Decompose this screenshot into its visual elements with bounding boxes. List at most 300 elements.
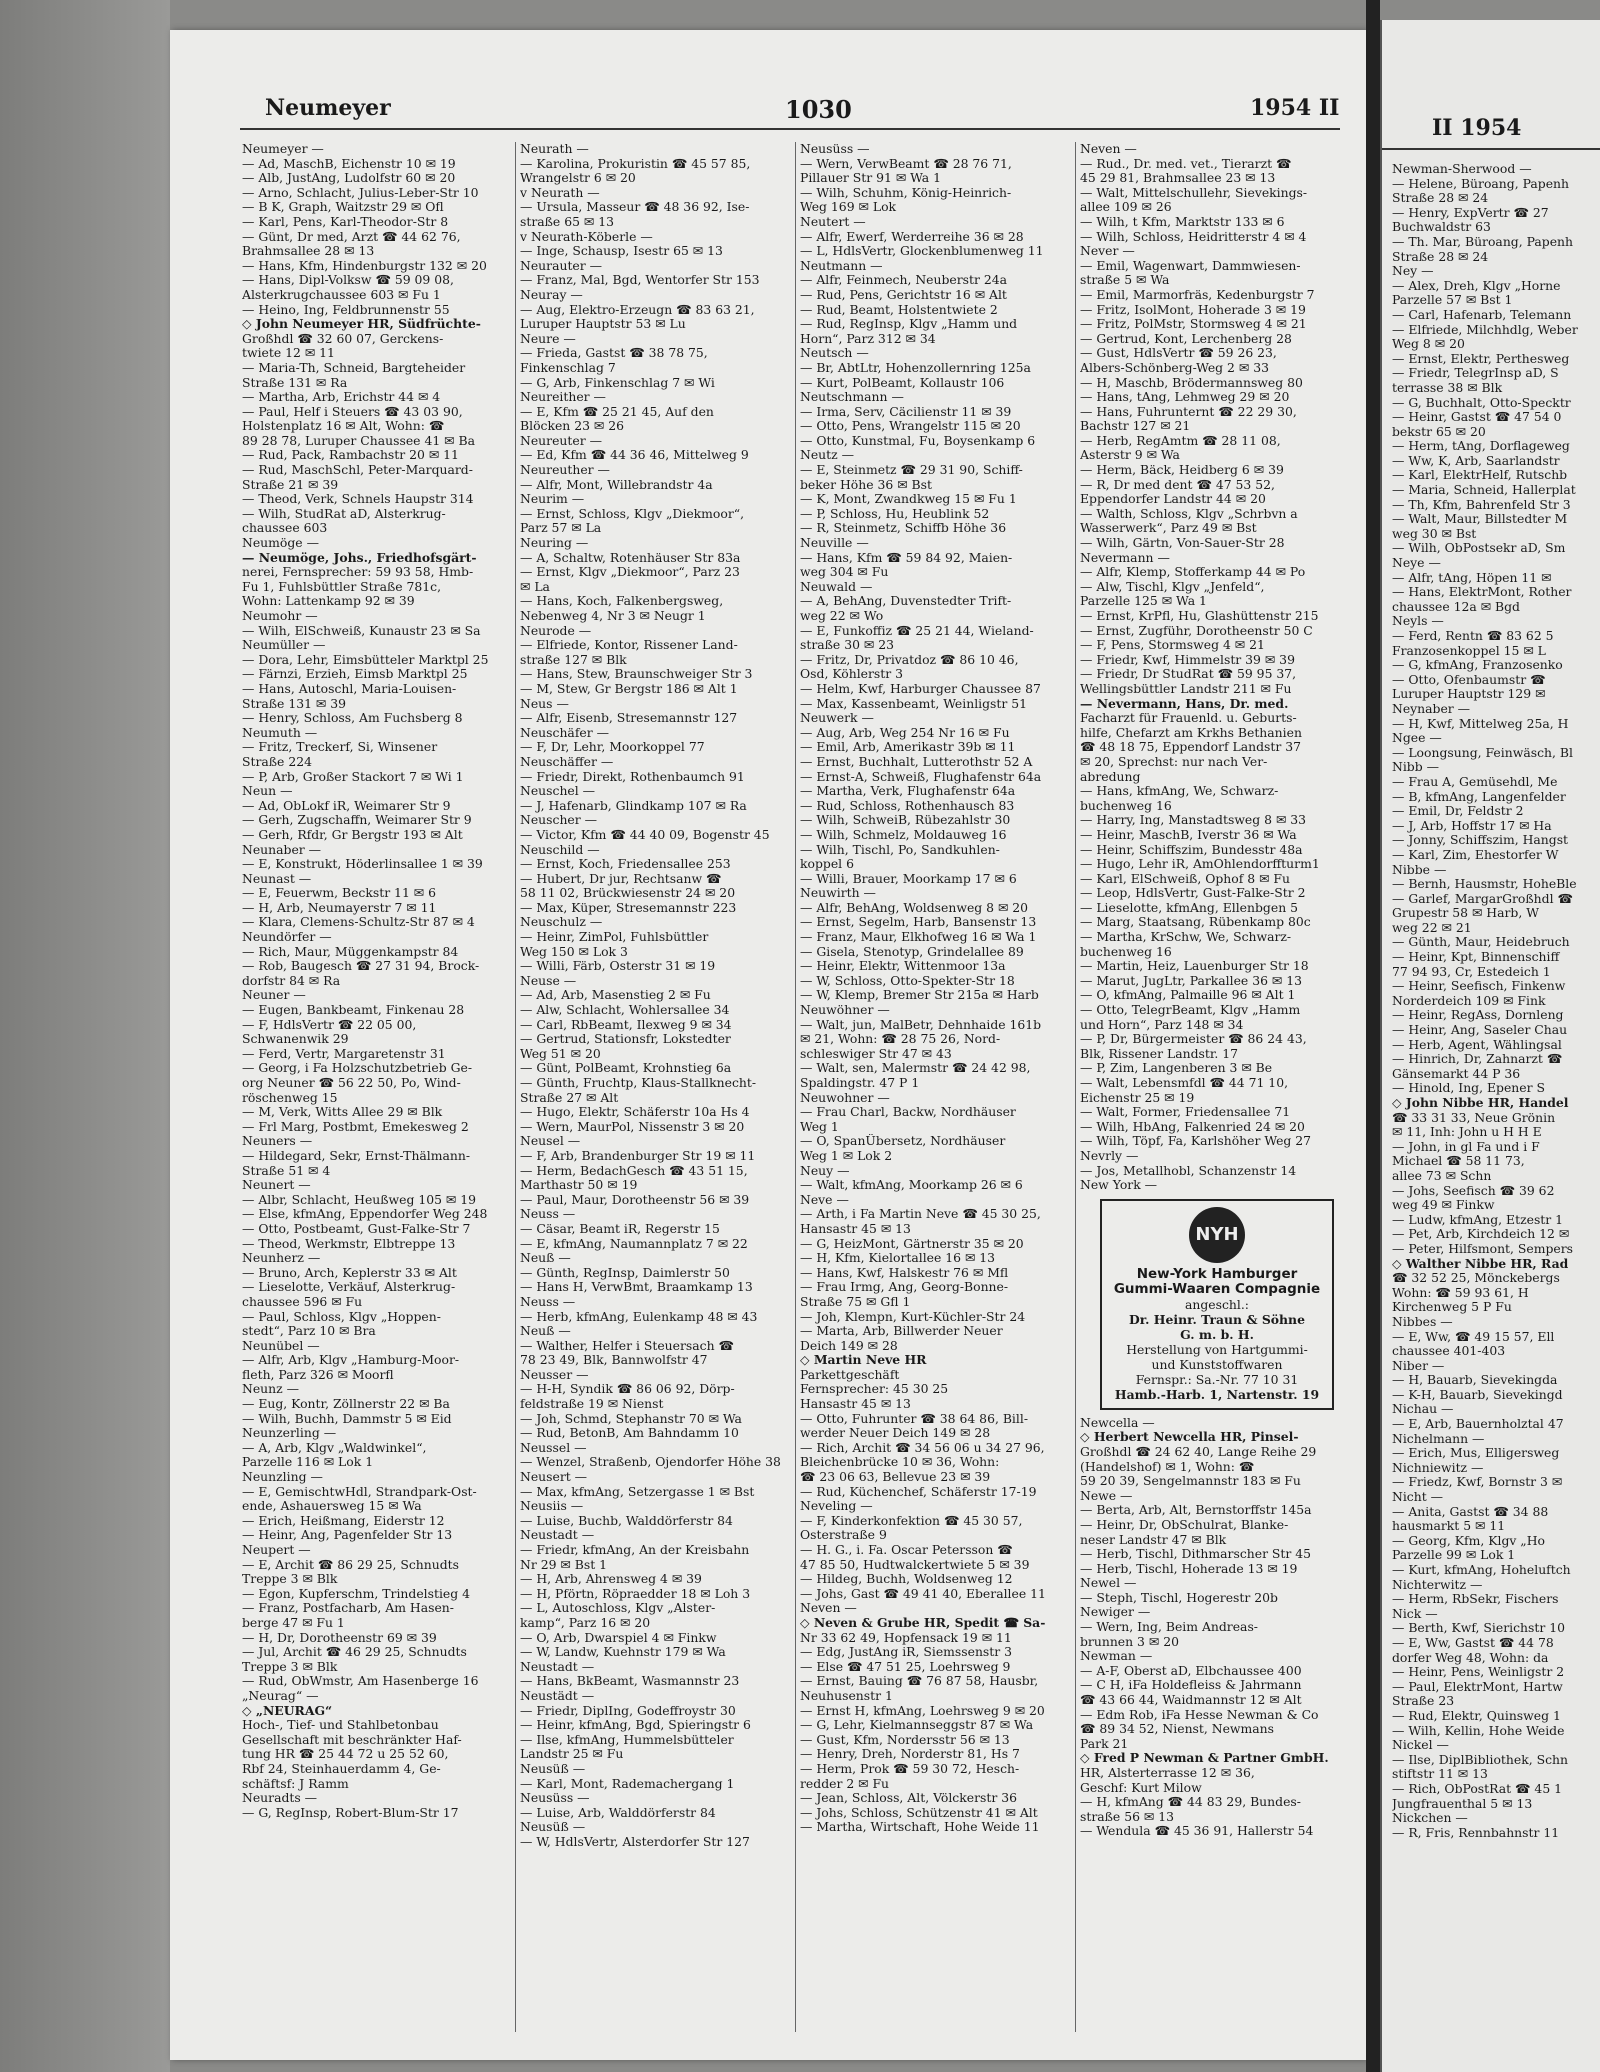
directory-entry: Blöcken 23 ✉ 26 [520, 419, 625, 434]
directory-entry: — Albr, Schlacht, Heußweg 105 ✉ 19 [242, 1192, 477, 1207]
directory-entry: — Heinr, Ang, Saseler Chau [1392, 1022, 1568, 1038]
directory-entry: — Willi, Färb, Osterstr 31 ✉ 19 [520, 959, 716, 974]
directory-entry: Hansastr 45 ✉ 13 [800, 1221, 911, 1236]
surname-heading: Neunübel — [242, 1338, 320, 1353]
directory-entry: — Erich, Mus, Elligersweg [1392, 1445, 1560, 1461]
surname-heading: Neven — [1080, 142, 1137, 156]
surname-heading: Neutsch — [800, 346, 869, 361]
directory-entry: — Färnzi, Erzieh, Eimsb Marktpl 25 [242, 667, 468, 682]
directory-entry: — Ad, Arb, Masenstieg 2 ✉ Fu [520, 988, 711, 1003]
directory-entry: — Ernst H, kfmAng, Loehrsweg 9 ✉ 20 [800, 1703, 1045, 1718]
directory-entry: Osd, Köhlerstr 3 [800, 667, 903, 682]
directory-entry: — M, Verk, Witts Allee 29 ✉ Blk [242, 1105, 443, 1120]
directory-entry: Hansastr 45 ✉ 13 [800, 1397, 911, 1412]
directory-entry: Nr 33 62 49, Hopfensack 19 ✉ 11 [800, 1630, 1012, 1645]
surname-heading: Neuville — [800, 536, 869, 551]
surname-heading: Neuwöhner — [800, 1003, 890, 1018]
directory-entry: — Heinr, RegAss, Dornleng [1392, 1007, 1564, 1023]
directory-entry: chaussee 603 [242, 521, 328, 536]
directory-entry: — Marg, Staatsang, Rübenkamp 80c [1080, 915, 1311, 930]
directory-entry: — C H, iFa Holdefleiss & Jahrmann [1080, 1678, 1302, 1693]
surname-heading: Neuner — [242, 988, 306, 1003]
directory-entry: stiftstr 11 ✉ 13 [1392, 1766, 1488, 1782]
directory-entry: — Friedr, Direkt, Rothenbaumch 91 [520, 769, 745, 784]
directory-entry: — Friedr, Kwf, Himmelstr 39 ✉ 39 [1080, 652, 1295, 667]
directory-entry: straße 56 ✉ 13 [1080, 1809, 1174, 1824]
directory-entry: Fu 1, Fuhlsbüttler Straße 781c, [242, 579, 442, 594]
surname-heading: Neuschäfer — [520, 725, 609, 740]
directory-entry: — Walt, sen, Malermstr ☎ 24 42 98, [800, 1061, 1031, 1076]
directory-entry: — E, Feuerwm, Beckstr 11 ✉ 6 [242, 886, 436, 901]
ad-desc-1: Herstellung von Hartgummi- [1126, 1341, 1308, 1357]
directory-entry: — Johs, Gast ☎ 49 41 40, Eberallee 11 [800, 1586, 1046, 1601]
surname-heading: Neunast — [242, 871, 312, 886]
directory-entry: (Handelshof) ✉ 1, Wohn: ☎ [1080, 1459, 1255, 1474]
directory-entry: — Dora, Lehr, Eimsbütteler Marktpl 25 [242, 652, 489, 667]
surname-heading: Nichniewitz — [1392, 1459, 1484, 1475]
directory-entry: — Wilh, ObPostsekr aD, Sm [1392, 540, 1566, 556]
directory-entry: — Herb, kfmAng, Eulenkamp 48 ✉ 43 [520, 1309, 758, 1324]
directory-entry: — Fritz, Treckerf, Si, Winsener [242, 740, 438, 755]
directory-entry: — Ernst, Segelm, Harb, Bansenstr 13 [800, 915, 1037, 930]
directory-entry: Nebenweg 4, Nr 3 ✉ Neugr 1 [520, 609, 706, 623]
directory-entry: — Loongsung, Feinwäsch, Bl [1392, 744, 1573, 760]
directory-entry: — Hildeg, Buchh, Woldsenweg 12 [800, 1572, 1013, 1587]
surname-heading: Newiger — [1080, 1605, 1151, 1620]
directory-entry: — Max, kfmAng, Setzergasse 1 ✉ Bst [520, 1484, 755, 1499]
directory-entry: — Alw, Tischl, Klgv „Jenfeld“, [1080, 579, 1265, 594]
directory-entry: — Neumöge, Johs., Friedhofsgärt- [242, 550, 477, 565]
directory-entry: Parzelle 57 ✉ Bst 1 [1392, 292, 1513, 308]
directory-entry: — L, HdlsVertr, Glockenblumenweg 11 [800, 244, 1044, 259]
directory-entry: — Franz, Maur, Elkhofweg 16 ✉ Wa 1 [800, 930, 1037, 945]
directory-entry: fleth, Parz 326 ✉ Moorfl [242, 1367, 394, 1382]
directory-entry: — B K, Graph, Waitzstr 29 ✉ Ofl [242, 200, 444, 215]
directory-entry: ☎ 32 52 25, Mönckebergs [1392, 1270, 1560, 1286]
directory-entry: — Herb, Tischl, Dithmarscher Str 45 [1080, 1547, 1312, 1562]
directory-entry: — Frau A, Gemüsehdl, Me [1392, 773, 1558, 789]
directory-entry: — Marta, Arb, Billwerder Neuer [800, 1324, 1003, 1339]
directory-entry: — Hinold, Ing, Epener S [1392, 1080, 1545, 1096]
directory-entry: — Luise, Arb, Walddörferstr 84 [520, 1805, 716, 1820]
directory-entry: — Hans, Stew, Braunschweiger Str 3 [520, 667, 753, 682]
directory-entry: — Theod, Werkmstr, Elbtreppe 13 [242, 1236, 456, 1251]
directory-entry: — Gertrud, Stationsfr, Lokstedter [520, 1032, 731, 1047]
directory-entry: Parzelle 125 ✉ Wa 1 [1080, 594, 1207, 609]
directory-entry: abredung [1080, 769, 1141, 784]
directory-page-right [1380, 20, 1600, 2072]
directory-entry: — Aug, Arb, Weg 254 Nr 16 ✉ Fu [800, 725, 1010, 740]
surname-heading: Neunzling — [242, 1470, 323, 1485]
directory-entry: — Hans, Dipl-Volksw ☎ 59 09 08, [242, 273, 454, 288]
directory-entry: — Carl, RbBeamt, Ilexweg 9 ✉ 34 [520, 1017, 732, 1032]
directory-entry: — Gust, HdlsVertr ☎ 59 26 23, [1080, 346, 1277, 361]
directory-entry: ☎ 48 18 75, Eppendorf Landstr 37 [1080, 740, 1301, 755]
directory-entry: — E, Arb, Bauernholztal 47 [1392, 1416, 1564, 1432]
surname-heading: Neunzerling — [242, 1426, 337, 1441]
directory-entry: — Hugo, Elektr, Schäferstr 10a Hs 4 [520, 1105, 750, 1120]
directory-entry: straße 65 ✉ 13 [520, 214, 614, 229]
directory-entry: — Hans H, VerwBmt, Braamkamp 13 [520, 1280, 753, 1295]
directory-entry: — Eug, Kontr, Zöllnerstr 22 ✉ Ba [242, 1397, 450, 1412]
surname-heading: Neuss — [520, 1294, 576, 1309]
directory-entry: — Max, Küper, Stresemannstr 223 [520, 900, 737, 915]
directory-entry: Geschf: Kurt Milow [1080, 1780, 1202, 1795]
directory-entry: — Wilh, Tischl, Po, Sandkuhlen- [800, 842, 1000, 857]
directory-entry: — Inge, Schausp, Isestr 65 ✉ 13 [520, 244, 723, 259]
surname-heading: Neun — [242, 784, 293, 799]
directory-entry: Großhdl ☎ 24 62 40, Lange Reihe 29 [1080, 1444, 1317, 1459]
directory-entry: — Alw, Schlacht, Wohlersallee 34 [520, 1003, 730, 1018]
surname-heading: Nevrly — [1080, 1148, 1139, 1163]
directory-entry: — Br, AbtLtr, Hohenzollernring 125a [800, 360, 1031, 375]
directory-entry: Parz 57 ✉ La [520, 521, 602, 536]
directory-entry: — Harry, Ing, Manstadtsweg 8 ✉ 33 [1080, 813, 1307, 828]
directory-entry: — Ad, ObLokf iR, Weimarer Str 9 [242, 798, 451, 813]
directory-entry: — Frieda, Gastst ☎ 38 78 75, [520, 346, 708, 361]
directory-entry: — W, Schloss, Otto-Spekter-Str 18 [800, 973, 1015, 988]
surname-heading: Neve — [800, 1192, 849, 1207]
directory-entry: — Herm, Bäck, Heidberg 6 ✉ 39 [1080, 463, 1284, 478]
directory-entry: Park 21 [1080, 1736, 1129, 1751]
directory-entry: Straße 27 ✉ Alt [520, 1090, 619, 1105]
surname-heading: Neunherz — [242, 1251, 321, 1266]
directory-entry: — F, Pens, Stormsweg 4 ✉ 21 [1080, 638, 1265, 653]
surname-heading: Neuschulz — [520, 915, 603, 930]
directory-entry: — H, Bauarb, Sievekingda [1392, 1372, 1558, 1388]
directory-entry: — Otto, Kunstmal, Fu, Boysenkamp 6 [800, 433, 1036, 448]
surname-heading: Neusser — [520, 1367, 589, 1382]
directory-entry: — Paul, ElektrMont, Hartw [1392, 1678, 1563, 1694]
directory-entry: — Ww, K, Arb, Saarlandstr [1392, 452, 1560, 468]
surname-heading: Neye — [1392, 555, 1441, 571]
directory-entry: — Wilh, StudRat aD, Alsterkrug- [242, 506, 446, 521]
directory-entry: — Herm, BedachGesch ☎ 43 51 15, [520, 1163, 748, 1178]
directory-entry: — Rud, Pack, Rambachstr 20 ✉ 11 [242, 448, 459, 463]
directory-entry: — A, Schaltw, Rotenhäuser Str 83a [520, 550, 741, 565]
directory-entry: — E, Ww, Gastst ☎ 44 78 [1392, 1634, 1554, 1650]
directory-entry: 58 11 02, Brückwiesenstr 24 ✉ 20 [520, 886, 736, 901]
surname-heading: Neustadt — [520, 1659, 595, 1674]
surname-heading: Neusert — [520, 1470, 588, 1485]
directory-entry: twiete 12 ✉ 11 [242, 346, 335, 361]
directory-entry: — Elfriede, Milchhdlg, Weber [1392, 321, 1578, 337]
directory-entry: Weg 51 ✉ 20 [520, 1046, 601, 1061]
directory-entry: — Hans, Koch, Falkenbergsweg, [520, 594, 724, 609]
surname-heading: Neuschild — [520, 842, 600, 857]
directory-entry: — Friedz, Kwf, Bornstr 3 ✉ [1392, 1474, 1563, 1490]
directory-entry: — Peter, Hilfsmont, Sempers [1392, 1240, 1574, 1256]
directory-entry: — Rud, Pens, Gerichtstr 16 ✉ Alt [800, 287, 1007, 302]
directory-entry: — Edm Rob, iFa Hesse Newman & Co [1080, 1707, 1319, 1722]
directory-entry: Parkettgeschäft [800, 1367, 900, 1382]
directory-entry: — E, GemischtwHdl, Strandpark-Ost- [242, 1484, 477, 1499]
directory-entry: 59 20 39, Sengelmannstr 183 ✉ Fu [1080, 1474, 1301, 1489]
surname-heading: Neustädt — [520, 1688, 595, 1703]
directory-entry: weg 22 ✉ 21 [1392, 919, 1472, 935]
surname-heading: Neumuth — [242, 725, 318, 740]
directory-entry: — Heinr, Dr, ObSchulrat, Blanke- [1080, 1517, 1289, 1532]
directory-entry: — Jean, Schloss, Alt, Völckerstr 36 [800, 1791, 1017, 1806]
directory-entry: Franzosenkoppel 15 ✉ L [1392, 642, 1546, 658]
directory-entry: Wasserwerk“, Parz 49 ✉ Bst [1080, 521, 1257, 536]
directory-entry: ◇ John Neumeyer HR, Südfrüchte- [242, 317, 481, 332]
directory-entry: — Gust, Kfm, Nordersstr 56 ✉ 13 [800, 1732, 1010, 1747]
directory-entry: — H-H, Syndik ☎ 86 06 92, Dörp- [520, 1382, 735, 1397]
directory-entry: ✉ 21, Wohn: ☎ 28 75 26, Nord- [800, 1032, 1001, 1047]
surname-heading: Nibbes — [1392, 1313, 1453, 1329]
directory-entry: weg 30 ✉ Bst [1392, 525, 1477, 541]
directory-entry: — Karl, Mont, Rademachergang 1 [520, 1776, 735, 1791]
surname-heading: Neurath — [520, 142, 589, 156]
directory-entry: — Heinr, Elektr, Wittenmoor 13a [800, 959, 1006, 974]
directory-entry: straße 127 ✉ Blk [520, 652, 627, 667]
directory-entry: Wohn: Lattenkamp 92 ✉ 39 [242, 594, 415, 609]
directory-entry: — Karl, ElSchweiß, Ophof 8 ✉ Fu [1080, 871, 1290, 886]
directory-entry: Pillauer Str 91 ✉ Wa 1 [800, 171, 942, 186]
right-column [1392, 162, 1600, 2052]
directory-entry: Eichenstr 25 ✉ 19 [1080, 1090, 1195, 1105]
directory-entry: — H, Maschb, Brödermannsweg 80 [1080, 375, 1303, 390]
surname-heading: Nibbe — [1392, 861, 1447, 877]
directory-entry: ✉ 20, Sprechst: nur nach Ver- [1080, 754, 1268, 769]
directory-entry: — Leop, HdlsVertr, Gust-Falke-Str 2 [1080, 886, 1306, 901]
surname-heading: Neutschmann — [800, 390, 904, 405]
directory-entry: — Günth, Maur, Heidebruch [1392, 934, 1570, 950]
directory-entry: — Hildegard, Sekr, Ernst-Thälmann- [242, 1148, 471, 1163]
directory-entry: — E, Ww, ☎ 49 15 57, Ell [1392, 1328, 1555, 1344]
surname-heading: Neureuther — [520, 463, 610, 478]
directory-entry: — Ernst, Elektr, Perthesweg [1392, 350, 1570, 366]
directory-entry: — Herm, tAng, Dorflageweg [1392, 438, 1570, 454]
directory-entry: — Günt, Dr med, Arzt ☎ 44 62 76, [242, 229, 461, 244]
directory-entry: — Walt, jun, MalBetr, Dehnhaide 161b [800, 1017, 1042, 1032]
directory-entry: — Eugen, Bankbeamt, Finkenau 28 [242, 1003, 465, 1018]
directory-entry: — Ernst, Klgv „Diekmoor“, Parz 23 [520, 565, 740, 580]
surname-heading: Neuß — [520, 1251, 571, 1266]
directory-entry: — K, Mont, Zwandkweg 15 ✉ Fu 1 [800, 492, 1017, 507]
directory-entry: Deich 149 ✉ 28 [800, 1338, 898, 1353]
directory-entry: Straße 28 ✉ 24 [1392, 190, 1489, 206]
directory-entry: — Heinr, kfmAng, Bgd, Spieringstr 6 [520, 1718, 751, 1733]
nyh-logo-icon: NYH [1189, 1207, 1245, 1263]
directory-entry: Schwanenwik 29 [242, 1032, 349, 1047]
directory-entry: — Otto, TelegrBeamt, Klgv „Hamm [1080, 1003, 1301, 1018]
directory-entry: — Fritz, IsolMont, Hoherade 3 ✉ 19 [1080, 302, 1306, 317]
directory-entry: Straße 21 ✉ 39 [242, 477, 339, 492]
directory-entry: — Hans, ElektrMont, Rother [1392, 584, 1572, 600]
directory-entry: Wrangelstr 6 ✉ 20 [520, 171, 636, 186]
directory-entry: — H, Kfm, Kielortallee 16 ✉ 13 [800, 1251, 996, 1266]
directory-entry: — Heinr, Gastst ☎ 47 54 0 [1392, 409, 1562, 425]
directory-entry: ◇ Martin Neve HR [800, 1353, 927, 1368]
directory-entry: — P, Dr, Bürgermeister ☎ 86 24 43, [1080, 1032, 1307, 1047]
directory-entry: — Franz, Mal, Bgd, Wentorfer Str 153 [520, 273, 760, 288]
column-divider [1075, 142, 1076, 2032]
surname-heading: Neusüss — [800, 142, 870, 156]
directory-entry: — Wilh, SchweiB, Rübezahlstr 30 [800, 813, 1011, 828]
directory-entry: — A, Arb, Klgv „Waldwinkel“, [242, 1440, 427, 1455]
directory-entry: — Alb, JustAng, Ludolfstr 60 ✉ 20 [242, 171, 456, 186]
directory-entry: — A, BehAng, Duvenstedter Trift- [800, 594, 1012, 609]
directory-entry: beker Höhe 36 ✉ Bst [800, 477, 932, 492]
surname-heading: Neuray — [520, 287, 583, 302]
directory-entry: — Jos, Metallhobl, Schanzenstr 14 [1080, 1163, 1297, 1178]
surname-heading: Newe — [1080, 1488, 1133, 1503]
directory-entry: — F, Dr, Lehr, Moorkoppel 77 [520, 740, 705, 755]
surname-heading: Neuwerk — [800, 711, 874, 726]
directory-entry: ☎ 89 34 52, Nienst, Newmans [1080, 1722, 1275, 1737]
directory-entry: — Henry, Dreh, Norderstr 81, Hs 7 [800, 1747, 1020, 1762]
surname-heading: Newman-Sherwood — [1392, 162, 1532, 176]
surname-heading: Neure — [520, 331, 576, 346]
directory-entry: 45 29 81, Brahmsallee 23 ✉ 13 [1080, 171, 1276, 186]
directory-entry: Weg 1 [800, 1119, 839, 1134]
directory-entry: — O, Arb, Dwarspiel 4 ✉ Finkw [520, 1630, 717, 1645]
directory-entry: Weg 8 ✉ 20 [1392, 336, 1465, 352]
directory-entry: — Paul, Helf i Steuers ☎ 43 03 90, [242, 404, 463, 419]
directory-entry: — Ludw, kfmAng, Etzestr 1 [1392, 1211, 1564, 1227]
directory-entry: — Friedr, kfmAng, An der Kreisbahn [520, 1543, 750, 1557]
directory-entry: — E, Steinmetz ☎ 29 31 90, Schiff- [800, 463, 1023, 478]
directory-entry: — J, Arb, Hoffstr 17 ✉ Ha [1392, 817, 1552, 833]
directory-entry: org Neuner ☎ 56 22 50, Po, Wind- [242, 1076, 461, 1090]
surname-heading: Neusel — [520, 1134, 581, 1149]
surname-heading: Neuy — [800, 1163, 850, 1178]
directory-entry: — Ernst-A, Schweiß, Flughafenstr 64a [800, 769, 1042, 784]
directory-entry: — Fritz, Dr, Privatdoz ☎ 86 10 46, [800, 652, 1019, 667]
surname-heading: Neumüller — [242, 638, 326, 653]
surname-heading: Niber — [1392, 1357, 1445, 1373]
directory-entry: weg 22 ✉ Wo [800, 609, 884, 623]
directory-entry: brunnen 3 ✉ 20 [1080, 1634, 1179, 1649]
directory-entry: — K-H, Bauarb, Sievekingd [1392, 1386, 1563, 1402]
directory-entry: — Otto, Ofenbaumstr ☎ [1392, 671, 1546, 687]
directory-entry: — Heinr, Ang, Pagenfelder Str 13 [242, 1528, 453, 1543]
directory-entry: Parzelle 116 ✉ Lok 1 [242, 1455, 374, 1470]
directory-entry: — Ernst, Koch, Friedensallee 253 [520, 857, 731, 872]
directory-entry: — Anita, Gastst ☎ 34 88 [1392, 1503, 1549, 1519]
directory-entry: — Wilh, Töpf, Fa, Karlshöher Weg 27 [1080, 1134, 1312, 1149]
directory-entry: — Rud, Küchenchef, Schäferstr 17-19 [800, 1484, 1037, 1499]
directory-entry: Eppendorfer Landstr 44 ✉ 20 [1080, 492, 1266, 507]
directory-entry: — Gerh, Rfdr, Gr Bergstr 193 ✉ Alt [242, 827, 463, 842]
directory-entry: Asterstr 9 ✉ Wa [1080, 448, 1180, 463]
directory-entry: — Joh, Schmd, Stephanstr 70 ✉ Wa [520, 1411, 742, 1426]
directory-entry: — Hans, BkBeamt, Wasmannstr 23 [520, 1674, 740, 1689]
directory-entry: — Friedr, DiplIng, Godeffroystr 30 [520, 1703, 736, 1718]
directory-entry: — Martha, Verk, Flughafenstr 64a [800, 784, 1016, 799]
directory-entry: — Wilh, Gärtn, Von-Sauer-Str 28 [1080, 536, 1285, 551]
directory-entry: Nr 29 ✉ Bst 1 [520, 1557, 607, 1572]
directory-entry: — Rob, Baugesch ☎ 27 31 94, Brock- [242, 959, 480, 974]
surname-heading: v Neurath-Köberle — [520, 229, 653, 244]
directory-entry: — Joh, Klempn, Kurt-Küchler-Str 24 [800, 1309, 1026, 1324]
directory-entry: buchenweg 16 [1080, 798, 1172, 813]
directory-entry: — E, Kfm ☎ 25 21 45, Auf den [520, 404, 714, 419]
directory-entry: Rbf 24, Steinhauerdamm 4, Ge- [242, 1761, 441, 1776]
directory-entry: — Walt, Mittelschullehr, Sievekings- [1080, 185, 1308, 200]
directory-entry: — H, kfmAng ☎ 44 83 29, Bundes- [1080, 1795, 1301, 1810]
directory-entry: dorfstr 84 ✉ Ra [242, 973, 341, 988]
surname-heading: Neunz — [242, 1382, 299, 1397]
surname-heading: Neynaber — [1392, 700, 1471, 716]
column-1 [242, 142, 510, 2032]
directory-entry: Hoch-, Tief- und Stahlbetonbau [242, 1718, 439, 1733]
directory-entry: — F, Kinderkonfektion ☎ 45 30 57, [800, 1513, 1023, 1528]
directory-entry: Fernsprecher: 45 30 25 [800, 1382, 949, 1397]
directory-entry: — Ursula, Masseur ☎ 48 36 92, Ise- [520, 200, 750, 215]
surname-heading: Neunert — [242, 1178, 311, 1193]
directory-entry: — Herm, RbSekr, Fischers [1392, 1591, 1559, 1607]
surname-heading: Neusiis — [520, 1499, 584, 1514]
surname-heading: Ney — [1392, 263, 1434, 279]
directory-entry: — Irma, Serv, Cäcilienstr 11 ✉ 39 [800, 404, 1012, 419]
directory-entry: — Paul, Maur, Dorotheenstr 56 ✉ 39 [520, 1192, 750, 1207]
directory-entry: ✉ 11, Inh: John u H H E [1392, 1124, 1542, 1140]
directory-entry: ◇ Walther Nibbe HR, Rad [1392, 1255, 1569, 1271]
column-3 [800, 142, 1068, 2032]
surname-heading: Neuschäffer — [520, 754, 614, 769]
directory-entry: — Hans, Autoschl, Maria-Louisen- [242, 681, 457, 696]
surname-heading: Neyls — [1392, 613, 1444, 629]
directory-entry: — Karl, Pens, Karl-Theodor-Str 8 [242, 214, 449, 229]
directory-entry: Osterstraße 9 [800, 1528, 887, 1543]
surname-heading: Neupert — [242, 1543, 311, 1557]
directory-entry: koppel 6 [800, 857, 854, 872]
directory-entry: ◇ Herbert Newcella HR, Pinsel- [1080, 1430, 1299, 1445]
year-label: 1954 II [1250, 95, 1340, 121]
directory-entry: — Martha, Arb, Erichstr 44 ✉ 4 [242, 390, 441, 405]
book-gutter [1366, 0, 1380, 2072]
directory-entry: — Rich, ObPostRat ☎ 45 1 [1392, 1780, 1563, 1796]
directory-entry: 89 28 78, Luruper Chaussee 41 ✉ Ba [242, 433, 475, 448]
directory-entry: schleswiger Str 47 ✉ 43 [800, 1046, 952, 1061]
directory-entry: — Friedr, Dr StudRat ☎ 59 95 37, [1080, 667, 1297, 682]
directory-entry: — Pet, Arb, Kirchdeich 12 ✉ [1392, 1226, 1570, 1242]
surname-heading: Neutz — [800, 448, 854, 463]
surname-heading: Nichau — [1392, 1401, 1454, 1417]
directory-entry: — P, Schloss, Hu, Heublink 52 [800, 506, 990, 521]
directory-entry: — Wilh, Kellin, Hohe Weide [1392, 1722, 1565, 1738]
directory-entry: — Hugo, Lehr iR, AmOhlendorffturm1 [1080, 857, 1320, 872]
directory-entry: — Georg, i Fa Holzschutzbetrieb Ge- [242, 1061, 473, 1076]
directory-entry: — Maria, Schneid, Hallerplat [1392, 482, 1576, 498]
directory-entry: — Th. Mar, Büroang, Papenh [1392, 233, 1573, 249]
directory-entry: — M, Stew, Gr Bergstr 186 ✉ Alt 1 [520, 681, 738, 696]
surname-heading: Neuradts — [242, 1791, 318, 1806]
directory-entry: — Frau Irmg, Ang, Georg-Bonne- [800, 1280, 1009, 1295]
directory-entry: — Alfr, Feinmech, Neuberstr 24a [800, 273, 1008, 288]
directory-entry: röschenweg 15 [242, 1090, 338, 1105]
directory-entry: — Erich, Heißmang, Eiderstr 12 [242, 1513, 445, 1528]
directory-entry: — Elfriede, Kontor, Rissener Land- [520, 638, 738, 653]
directory-entry: — Else ☎ 47 51 25, Loehrsweg 9 [800, 1659, 1011, 1674]
directory-entry: Treppe 3 ✉ Blk [242, 1659, 338, 1674]
directory-entry: 47 85 50, Hudtwalckertwiete 5 ✉ 39 [800, 1557, 1030, 1572]
running-name: Neumeyer [265, 95, 391, 121]
directory-entry: — Paul, Schloss, Klgv „Hoppen- [242, 1309, 441, 1324]
directory-entry: — Bernh, Hausmstr, HoheBle [1392, 876, 1577, 892]
directory-entry: — Gerh, Zugschaffn, Weimarer Str 9 [242, 813, 472, 828]
directory-entry: — G, Lehr, Kielmannseggstr 87 ✉ Wa [800, 1718, 1034, 1733]
directory-entry: Norderdeich 109 ✉ Fink [1392, 992, 1546, 1008]
page-number: 1030 [785, 95, 852, 124]
surname-heading: Neuwirth — [800, 886, 876, 901]
directory-entry: ◇ Fred P Newman & Partner GmbH. [1080, 1751, 1329, 1766]
directory-entry: — Karolina, Prokuristin ☎ 45 57 85, [520, 156, 751, 171]
right-year-label: II 1954 [1432, 115, 1522, 141]
